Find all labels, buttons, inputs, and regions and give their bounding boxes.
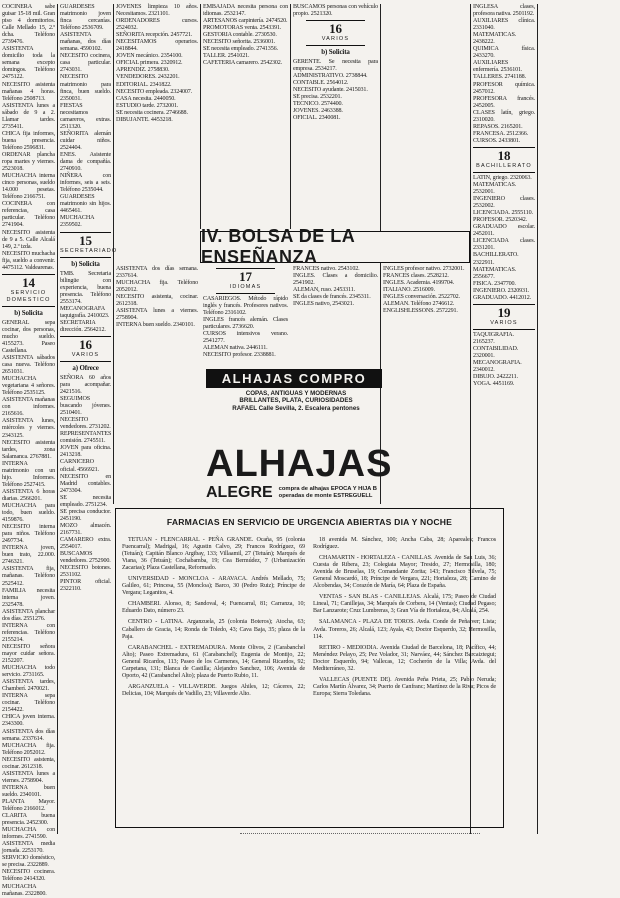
column-3-lower xyxy=(116,266,198,501)
classified-ad: SE precisa. 2532201. xyxy=(293,94,342,101)
classified-ad: ASISTENTA tardes, Chamberí. 2470021. xyxy=(2,679,55,693)
classified-ad: ASISTENTA lunes, miércoles y viernes. 2343125. xyxy=(2,418,55,439)
section-number: 15 xyxy=(79,232,92,248)
section-number: 17 xyxy=(239,269,252,284)
classified-ad: APRENDIZ. 2758830. xyxy=(116,67,170,74)
classified-ad: OFICIAL. 2340081. xyxy=(293,115,341,122)
ad-brand: ALEGRE xyxy=(206,484,273,501)
classified-ad: FRANCES nativo. 2543102. xyxy=(293,266,360,272)
classified-ad: SEÑORA 60 años para acompañar. 2421516. xyxy=(60,374,111,396)
farmacia-district: CHAMBERI. Alonso, 8; Sandoval, 4; Fuencarral, 81; Carranza, 10; Eduardo Dato, número 23. xyxy=(122,601,305,615)
classified-ad: OFICIAL primera. 2320912. xyxy=(116,60,183,67)
banner-title: IV. BOLSA DE LA ENSEÑANZA xyxy=(201,226,355,267)
farmacia-district: 18 avenida M. Sánchez, 100; Ancha Caba, 28; Apareales; Francos Rodríguez. xyxy=(313,537,496,551)
ad-line: COPAS, ANTIGUAS Y MODERNAS xyxy=(245,390,347,397)
classified-ad: LICENCIADA clases. 2331201. xyxy=(473,238,535,252)
classified-ad: EDITORIAL. 2341822. xyxy=(116,81,172,88)
classified-ad: REPRESENTANTES comisión. 2745511. xyxy=(60,431,112,445)
classified-ad: COCINERA sabe guisar 15-18 mil. Gran piso 4 dormitorios. Calle Mellado 15, 2.º dcha. Teléfono 2739476. xyxy=(2,4,55,46)
classified-ad: INGLES. Clases a domicilio. 2541902. xyxy=(293,273,378,287)
classified-ad: ADMINISTRATIVO. 2738844. xyxy=(293,73,368,80)
classified-ad: MUCHACHA fija. Teléfono 2052012. xyxy=(116,280,198,294)
section-number: 16 xyxy=(329,21,342,37)
classified-ad: MUCHACHA 2359502. xyxy=(60,215,95,229)
classified-ad: TALLER. 2541021. xyxy=(203,53,250,60)
classified-ad: INGLESA clases, profesora nativa. 2501192. xyxy=(473,4,535,18)
classified-ad: MUCHACHA mañanas. 2322800. xyxy=(2,883,47,897)
classified-ad: JOVEN para oficina. 2413218. xyxy=(60,445,111,459)
ad-title: ALHAJAS xyxy=(206,443,393,485)
column-rule xyxy=(57,4,58,834)
classified-ad: INTERNA matrimonio con un hijo. Informes. Teléfono 2527415. xyxy=(2,460,55,488)
classified-ad: GRADUADO. 4412012. xyxy=(473,294,532,301)
classified-ad: SEÑORITA recepción. 2457721. xyxy=(116,32,193,39)
section-header-17 xyxy=(216,268,276,294)
ad-line: compra de alhajas EPOCA Y HIJA B xyxy=(278,486,377,492)
classified-ad: VENDEDORES. 2432201. xyxy=(116,74,180,81)
classified-ad: NECESITO asistenta mañanas 4 horas. Teléfono 2508713. xyxy=(2,81,55,102)
classified-ad: INTERNA con referencias. Teléfono 2155214. xyxy=(2,622,55,643)
classified-ad: COCINERA con referencias, casa particular. Teléfono 2741904. xyxy=(2,201,55,229)
classified-ad: ASISTENTA dos días semana. 2337614. xyxy=(2,728,55,742)
ad-line: RAFAEL Calle Sevilla, 2. Escalera pentones xyxy=(232,404,360,412)
column-rule xyxy=(537,4,538,834)
section-title: SECRETARIADO xyxy=(60,247,118,254)
idiomas-column-2 xyxy=(293,266,378,366)
classified-ad: DIBUJANTE. 4453218. xyxy=(116,116,173,123)
section-header-19 xyxy=(473,304,535,330)
classified-ad: ASISTENTA lunes a viernes. 2758904. xyxy=(2,770,55,784)
classified-ad: SE necesita empleado. 2741356. xyxy=(203,46,278,53)
section-title: VARIOS xyxy=(321,36,350,43)
classified-ad: ASISTENTA sábados casa nueva. Teléfono 2651031. xyxy=(2,355,55,376)
section-title: BACHILLERATO xyxy=(476,162,532,169)
section-number: 16 xyxy=(79,336,92,352)
section-header-16b xyxy=(306,20,366,46)
farmacia-district: TETUAN - FLENCARRAL - PEÑA GRANDE. Ocaña, 95 (colonia Fuencarral); Madrigal, 16; Agustin Calvo, 29; Francos Rodríguez, 69 (Tetuán); Capitán Blanco Argibay, 133; Villaamil, 27 (Tetuán); Marqués de Viana, 36 (Tetuán); Cochabamba, 19; Cea Bermúdez, 7 (Urbanización Zacarias); Plaza Castellana, Reformado. xyxy=(122,537,305,572)
classified-ad: FAMILIA necesita interna joven. 2325478. xyxy=(2,587,55,608)
classified-ad: CURSOS. 2433801. xyxy=(473,137,521,144)
column-2 xyxy=(60,4,118,834)
classified-ad: MUCHACHA todo servicio. 2731165. xyxy=(2,665,55,679)
classified-ad: GERENTE. Se necesita para empresa. 2534217. xyxy=(293,59,378,73)
bottom-dotted-rule xyxy=(240,833,480,834)
classified-ad: NECESITO señora mayor cuidar señora. 2152207. xyxy=(2,643,55,665)
classified-ad: JOVENES. 2463388. xyxy=(293,108,343,115)
classified-ad: SEGUIMOS buscando jóvenes. 2510401. xyxy=(60,396,111,417)
classified-ad: ENGLISHLESSONS. 2572291. xyxy=(383,308,458,315)
classified-ad: ASISTENTA fija, mañanas. Teléfono 2525412. xyxy=(2,566,55,587)
classified-ad: SE necesita cocinera. 2746688. xyxy=(116,109,188,116)
section-number: 14 xyxy=(22,274,35,290)
ad-line: operadas de monte ESTREGUELL xyxy=(278,493,373,499)
farmacia-district: VALLECAS (PUENTE DE). Avenida Peña Prieta, 25; Pablo Neruda; Carlos Martín Álvarez, 34; Puerto de Canfranc; Martínez de la Riva; Picos de Europa; Sierra Toledana. xyxy=(313,676,496,697)
section-title: SERVICIO DOMESTICO xyxy=(6,289,51,303)
ad-details xyxy=(279,486,377,500)
classified-ad: BUSCAMOS personas con vehículo propio. 2521320. xyxy=(293,4,378,18)
classified-ad: ASISTENTA domicilio toda la semana excepto domingos. Teléfono 2475122. xyxy=(2,46,55,81)
farmacias-box xyxy=(115,508,504,828)
classified-ad: PROFESOR química. 2457012. xyxy=(473,81,535,95)
classified-ad: MUCHACHA interna cinco personas, sueldo 14.000 pesetas. Teléfono 2166751. xyxy=(2,173,55,201)
classified-ad: NECESITO cocinera, casa particular. 2743031. xyxy=(60,53,111,74)
classified-ad: BUSCAMOS vendedores. 2752900. xyxy=(60,551,111,565)
classified-ad: INTERNA sepa cocinar. Teléfono 2154422. xyxy=(2,693,55,714)
alhajas-compro-ad xyxy=(206,369,382,388)
classified-ad: MECANOGRAFIA. 2340012. xyxy=(473,359,522,374)
classified-ad: ITALIANO. 2516009. xyxy=(383,287,435,294)
classified-ad: ALEMAN, ruso. 2453311. xyxy=(293,287,355,294)
column-rule xyxy=(290,4,291,229)
classified-ad: ALEMAN nativa. 2446111. xyxy=(203,345,268,352)
alhajas-alegre-ad xyxy=(206,443,393,485)
classified-ad: GENERAL sepa cocinar, dos personas, mucho sueldo. 4155273. Paseo Castellana. xyxy=(2,319,55,354)
classified-ad: ASISTENTA media jornada. 2253170. xyxy=(2,841,55,855)
section-subtitle: b) Solicita xyxy=(71,259,100,268)
section-title: VARIOS xyxy=(71,351,100,358)
classified-ad: MUCHACHA fija. Teléfono 2052012. xyxy=(2,742,55,756)
section-title: VARIOS xyxy=(490,319,518,326)
classified-ad: SEÑORITA alemán cuidar niños. 2524404. xyxy=(60,130,111,151)
classified-ad: JOVENES limpieza 10 años. Necesitamos. 2321101. xyxy=(116,4,198,18)
idiomas-column-1 xyxy=(203,266,288,366)
classified-ad: CONTABILIDAD. 2320001. xyxy=(473,345,519,359)
farmacia-district: CHAMARTIN - HORTALEZA - CANILLAS. Avenida de San Luis, 36; Cuesta de Ribera, 23; Colegiata Mayor; Tresido, 27; Hermosilla, 180; Avenida de Bruselas, 19; Comandante Zorita; 143; Francisco Silvela, 75; General Moscardó, 18; Príncipe de Vergara, 221; Hortaleza, 28; Camino de Alcobendas, 34; Corazón de María, 64; Plaza de España. xyxy=(313,555,496,590)
section-header-14 xyxy=(2,274,55,307)
classified-ad: FISICA. 2347700. xyxy=(473,280,516,287)
classified-ad: ESTUDIO tarde. 2732001. xyxy=(116,102,179,109)
section-title: IDIOMAS xyxy=(229,284,262,290)
classified-ad: CASA necesita. 2440050. xyxy=(116,95,176,102)
classified-ad: MOZO almacén. 2167731. xyxy=(60,522,111,536)
classified-ad: PROMOTORAS venta. 2543391. xyxy=(203,25,282,32)
classified-ad: FIESTAS necesitamos camareros, extras. 2511320. xyxy=(60,102,111,130)
column-1 xyxy=(2,4,56,897)
classified-ad: CASARIEGOS. Método rápido inglés y francés. Profesores nativos. Teléfono 2316102. xyxy=(203,296,288,317)
classified-ad: TECNICO. 2574400. xyxy=(293,101,343,108)
classified-ad: MATEMATICAS. 2438222. xyxy=(473,32,517,46)
classified-ad: NECESITAMOS operarios. 2418844. xyxy=(116,39,198,53)
classified-ad: NECESITO muchacha fija, sueldo a convenir. 4475112. Valdearenas. xyxy=(2,250,56,271)
classified-ad: ORDENAR plancha ropa martes y viernes. 2523018. xyxy=(2,151,55,173)
classified-ad: DIBUJO. 2422211. xyxy=(473,374,518,381)
farmacia-district: SALAMANCA - PLAZA DE TOROS. Avda. Conde de Peñalver; Lista; Avda. Toreros, 26; Alcalá, 123; Ayala, 43; Doctor Esquerdo, 32; Hermosilla, 114. xyxy=(313,619,496,640)
classified-ad: MATEMATICAS. 2556677. xyxy=(473,266,517,280)
farmacias-title: FARMACIAS EN SERVICIO DE URGENCIA ABIERTAS DIA Y NOCHE xyxy=(166,517,453,527)
classified-ad: CONTABLE. 2564012. xyxy=(293,80,349,87)
section-header-15 xyxy=(60,232,118,258)
classified-ad: INGLES nativo, 2543021. xyxy=(293,301,354,308)
section-number: 18 xyxy=(497,147,511,163)
classified-ad: ALEMAN. Teléfono 2746612. xyxy=(383,301,455,308)
classified-ad: EMBAJADA necesita persona con idiomas. 2532147. xyxy=(203,4,288,18)
classified-ad: ASISTENTA 6 horas diarias. 2566201. xyxy=(2,488,55,502)
classified-ad: ARTESANOS carpintería. 2474520. xyxy=(203,18,288,25)
classified-ad: MUCHACHA para todo, buen sueldo. 4159876. xyxy=(2,503,55,524)
classified-ad: FRANCESA. 2512366. xyxy=(473,130,529,137)
alhajas-compro-text xyxy=(206,390,386,412)
classified-ad: NECESITO botones. 2531102. xyxy=(60,565,111,579)
classified-ad: LATIN, griego. 2320063. xyxy=(473,174,532,181)
classified-ad: ASISTENTA dos días semana. 2337614. xyxy=(116,266,198,280)
classified-ad: LICENCIADA. 2555110. xyxy=(473,210,533,217)
column-4 xyxy=(203,4,288,226)
classified-ad: ASISTENTA lunes a viernes. 2758904. xyxy=(116,308,198,322)
classified-ad: NECESITO profesor. 2338881. xyxy=(203,352,276,359)
section-subtitle: a) Ofrece xyxy=(72,363,99,372)
section-header-16a xyxy=(60,336,111,362)
classified-ad: ORDENADORES cursos. 2524032. xyxy=(116,18,198,32)
classified-ad: SECRETARIA dirección. 2564212. xyxy=(60,319,106,333)
classified-ad: CAFETERIA camarero. 2542302. xyxy=(203,60,283,67)
classified-ad: NECESITO asistenta, cocinar. 2612318. xyxy=(2,756,55,770)
classified-ad: CARNICERO oficial. 4566921. xyxy=(60,459,99,473)
section-header-18 xyxy=(473,147,535,173)
classified-ad: AUXILIARES enfermería. 2536101. xyxy=(473,60,523,74)
classified-ad: AUXILIARES clínica. 2331040. xyxy=(473,18,535,32)
classified-ad: NECESITO interna para niños. Teléfono 2497734. xyxy=(2,524,55,545)
classified-ad: NECESITO asistenta, cocinar. 2612318. xyxy=(116,294,198,308)
bolsa-ensenanza-banner xyxy=(200,226,470,267)
classified-ad: NECESITO asistenta tardes, zona Salamanca. 2767881. xyxy=(2,439,55,460)
column-5 xyxy=(293,4,378,226)
classified-ad: TMB. Secretaria bilingüe con experiencia, buena presencia. Teléfono 2553174. xyxy=(60,270,111,305)
classified-ad: NECESITO cocinera. Teléfono 2414320. xyxy=(2,869,55,883)
classified-ad: INGENIERO. 2320931. xyxy=(473,287,530,294)
farmacia-district: UNIVERSIDAD - MONCLOA - ARAVACA. Andrés Mellado, 75; Galileo, 61; Princesa, 55 (Moncloa); Barco, 30 (Pedro Ruiz); Príncipe de Vergara; Leganitos, 4. xyxy=(122,576,305,597)
classified-ad: ASISTENTA mañanas, dos días semana. 4590102. xyxy=(60,32,111,53)
classified-ad: JOVEN mecánico. 2354100. xyxy=(116,53,183,60)
classified-ad: INTERNA buen sueldo. 2340101. xyxy=(116,322,195,329)
classified-ad: QUIMICA física. 2433270. xyxy=(473,46,535,60)
classified-ad: MECANOGRAFA taquigrafía. 2410023. xyxy=(60,305,110,319)
idiomas-column-3 xyxy=(383,266,468,501)
classified-ad: ASISTENTA planchar dos días. 2551276. xyxy=(2,608,55,622)
classified-ad: INGENIERO clases. 2532002. xyxy=(473,196,535,210)
section-number: 19 xyxy=(497,304,511,320)
classified-ad: NECESITO empleada. 2324007. xyxy=(116,88,193,95)
classified-ad: MUCHACHA vegetariana 4 señores. Teléfono 2535125. xyxy=(2,376,55,397)
classified-ad: INGLES. Academia. 4199704. xyxy=(383,280,455,287)
classified-ad: REPASOS. 2165201. xyxy=(473,123,523,130)
classified-ad: PROFESOR. 2520342. xyxy=(473,217,528,224)
classified-ad: NECESITO ayudante. 2415031. xyxy=(293,87,368,94)
classified-ad: GESTORIA contable. 2730530. xyxy=(203,32,277,39)
classified-ad: SE necesita empleado. 2751234. xyxy=(60,494,111,508)
ad-title: ALHAJAS COMPRO xyxy=(221,371,367,386)
classified-ad: NECESITO vendedores. 2731202. xyxy=(60,417,111,431)
classified-ad: YOGA. 4451169. xyxy=(473,381,515,388)
farmacia-district: ARGANZUELA - VILLAVERDE. Juegos Ahiles, 12; Cáceres, 22; Delicias, 104; Marqués de Vadillo, 23; Villaverde Alto. xyxy=(122,683,305,697)
column-rule xyxy=(113,4,114,504)
classified-ad: CHICA fija informes, buena presencia. Teléfono 2596831. xyxy=(2,130,55,151)
classified-ad: ENES. Asistente dama de compañía. 2740910. xyxy=(60,151,111,173)
classified-ad: PINTOR oficial. 2322110. xyxy=(60,579,111,593)
classified-ad: ASISTENTA lunes a sábado de 9 a 2. Llamar tardes. 2735411. xyxy=(2,102,55,130)
classified-ad: TALLERES. 2741188. xyxy=(473,74,526,81)
classified-ad: INGLES conversación. 2522702. xyxy=(383,294,460,301)
classified-ad: BACHILLERATO. 2322911. xyxy=(473,252,519,266)
classified-ad: INGLES francés alemán. Clases particulares. 2736620. xyxy=(203,317,288,331)
classified-ad: NIÑERA con informes, seis a seis. Teléfono 2535044. xyxy=(60,173,111,194)
classified-ad: CURSOS intensivos verano. 2541277. xyxy=(203,331,288,345)
classified-ad: GUARDESES matrimonio joven finca cercanías. Teléfono 2536709. xyxy=(60,4,111,32)
classified-ad: MATEMATICAS. 2532001. xyxy=(473,181,517,196)
classified-ad: NECESITO asistenta de 9 a 5. Calle Alcalá 149, 2.º izda. xyxy=(2,229,55,250)
classified-ad: FRANCES clases. 2528212. xyxy=(383,273,449,280)
farmacia-district: CARABANCHEL - EXTREMADURA. Monte Olivos, 2 (Carabanchel Alto); Paseo Extremadura, 61 (Carabanchel); Eugenia de Montijo, 22; General Ricardos, 113; Paseo de los Carmenes, 14; General Ricardos, 92; Carpetana, 131; Blanca de Castilla; Alejandro Sanchez, 106; Avenida de Oporto, 42 (Carabanchel Alto); plaza de Puerto Rubio, 11. xyxy=(122,644,305,679)
classified-ad: CLASES latín, griego. 2310020. xyxy=(473,109,535,123)
classified-ad: NECESITO en Madrid contables. 2473304. xyxy=(60,473,111,494)
classified-ad: SE da clases de francés. 2345311. xyxy=(293,294,371,301)
farmacia-district: RETIRO - MEDIODIA. Avenida Ciudad de Barcelona, 18; Pacífico, 44; Menéndez Pelayo, 25; Pez Volador, 31; Narváez, 44; Sánchez Barcaiztegui; Doctor Esquerdo, 94; Vallecas, 12; Cocherón de la Villa; Avda. del Mediterráneo, 32. xyxy=(313,644,496,672)
classified-ad: GRADUADO escolar. 2452011. xyxy=(473,224,535,238)
classified-ad: INTERNA joven, buen trato, 22.000. 2746321. xyxy=(2,545,55,566)
section-subtitle: b) Solicita xyxy=(321,48,350,57)
section-subtitle: b) Solicita xyxy=(14,308,43,317)
classified-ad: NECESITO matrimonio para finca, buen sueldo. 2350031. xyxy=(60,74,111,102)
farmacias-left-column xyxy=(122,537,305,823)
classified-ad: PROFESORA francés. 2452005. xyxy=(473,95,535,109)
farmacia-district: VENTAS - SAN BLAS - CANILLEJAS. Alcalá, 175; Paseo de Ciudad Lineal, 71; Canillejas, 34; Marqués de Corbera, 14 (Ventas); Ciudad Pegaso; Bar Lanzarote; Cruz Lumbreras, 3; Gran Vía de Hortaleza, 84; Alcalá, 254. xyxy=(313,594,496,615)
classified-ad: NECESITO señorita. 2536001. xyxy=(203,39,276,46)
classified-ad: INGLES profesor nativo. 2732001. xyxy=(383,266,465,272)
farmacia-district: CENTRO - LATINA. Arganzuela, 25 (colonia Boteros); Atocha, 63; Caballero de Gracia, 14; Ronda de Toledo, 43; Cava Baja, 35; plaza de la Paja. xyxy=(122,619,305,640)
classified-ad: TAQUIGRAFIA. 2165237. xyxy=(473,331,514,345)
classified-ad: GUARDESES matrimonio sin hijos. 4465461. xyxy=(60,194,111,215)
classified-ad: CAMARERO extra. 2554017. xyxy=(60,537,111,551)
farmacias-right-column xyxy=(313,537,496,823)
classified-ad: PLANTA Mayor. Teléfono 2166012. xyxy=(2,798,55,813)
classified-ad: CLARITA buena presencia. 2452300. xyxy=(2,813,55,827)
classified-ad: SERVICIO doméstico, se precisa. 2322889. xyxy=(2,855,55,869)
column-rule xyxy=(200,4,201,229)
alhajas-alegre-footer xyxy=(206,484,382,502)
classified-ad: INTERNA buen sueldo. 2340101. xyxy=(2,784,55,798)
classified-ad: MUCHACHA con informes. 2741590. xyxy=(2,827,55,841)
classified-ad: ASISTENTA mañanas con informes. 2165616. xyxy=(2,397,55,418)
column-3 xyxy=(116,4,198,226)
ad-line: BRILLANTES, PLATA, CURIOSIDADES xyxy=(239,397,353,405)
classified-ad: SE precisa conductor. 2451190. xyxy=(60,508,111,522)
classified-ad: CHICA joven interna. 2343300. xyxy=(2,714,55,728)
